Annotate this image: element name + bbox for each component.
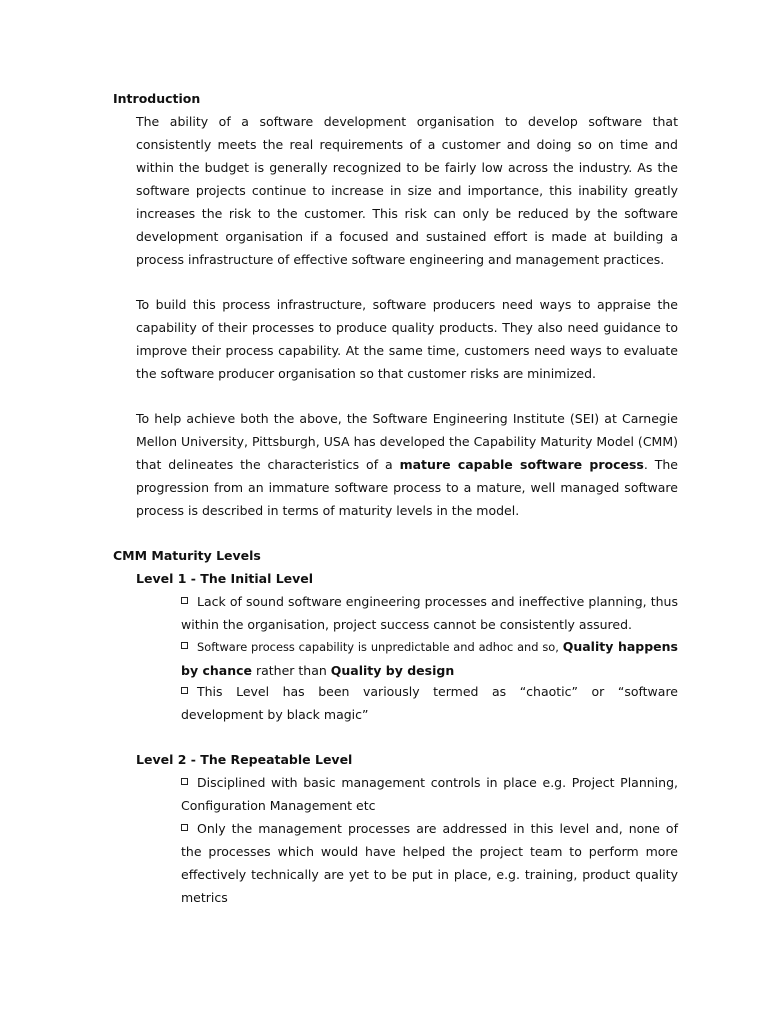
checkbox-bullet-icon: [181, 778, 188, 785]
level1-bullet-3: [181, 680, 678, 726]
quality-by-design-emphasis: Quality by design: [330, 663, 455, 678]
level2-bullet-2: [181, 817, 678, 909]
level1-bullet-2-text-a: Software process capability is unpredictable and adhoc and so,: [197, 640, 563, 654]
level1-bullet-2-text-mid: rather than: [251, 663, 331, 678]
level2-bullet-2-text: Only the management processes are addressed in this level and, none of the processes which would have helped the project team to perform more effectively technically are yet to be put in place, e.g. training, product quality metrics: [181, 821, 678, 905]
mature-process-emphasis: mature capable software process: [399, 457, 644, 472]
level1-bullet-1: [181, 590, 678, 636]
cmm-levels-heading: CMM Maturity Levels: [113, 548, 261, 563]
intro-heading: Introduction: [113, 91, 201, 106]
checkbox-bullet-icon: [181, 824, 188, 831]
level2-heading: Level 2 - The Repeatable Level: [136, 752, 353, 767]
level2-bullet-1: [181, 771, 678, 817]
intro-paragraph-3-text-b: . The progression from an immature software process to a mature, well managed software process is described in terms of maturity levels in the model.: [136, 457, 678, 518]
level2-bullet-1-text: Disciplined with basic management controls in place e.g. Project Planning, Configuration Management etc: [181, 775, 678, 813]
checkbox-bullet-icon: [181, 597, 188, 604]
checkbox-bullet-icon: [181, 642, 188, 649]
intro-paragraph-1: The ability of a software development organisation to develop software that consistently meets the real requirements of a customer and doing so on time and within the budget is generally recognized to be fairly low across the industry. As the software projects continue to increase in size and importance, this inability greatly increases the risk to the customer. This risk can only be reduced by the software development organisation if a focused and sustained effort is made at building a process infrastructure of effective software engineering and management practices.: [136, 114, 678, 267]
checkbox-bullet-icon: [181, 687, 188, 694]
intro-paragraph-2: To build this process infrastructure, software producers need ways to appraise the capability of their processes to produce quality products. They also need guidance to improve their process capability. At the same time, customers need ways to evaluate the software producer organisation so that customer risks are minimized.: [136, 297, 678, 381]
level1-bullet-1-text: Lack of sound software engineering processes and ineffective planning, thus within the organisation, project success cannot be consistently assured.: [181, 594, 678, 632]
level1-bullet-3-text: This Level has been variously termed as “chaotic” or “software development by black magic”: [181, 684, 678, 722]
intro-paragraph-3: [136, 407, 678, 522]
level1-heading: Level 1 - The Initial Level: [136, 571, 314, 586]
level1-bullet-2: [181, 635, 678, 683]
quality-by-chance-emphasis: Quality happens by chance: [181, 639, 678, 678]
intro-paragraph-3-text-a: To help achieve both the above, the Software Engineering Institute (SEI) at Carnegie Mellon University, Pittsburgh, USA has developed the Capability Maturity Model (CMM) that delineates the characteristics of a: [136, 411, 678, 472]
